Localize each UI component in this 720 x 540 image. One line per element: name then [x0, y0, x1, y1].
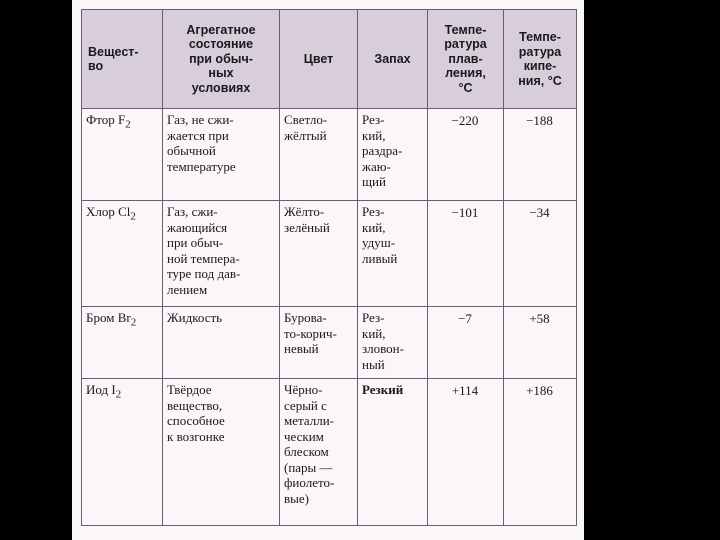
formula-subscript: 2	[125, 118, 131, 131]
cell-substance	[82, 201, 163, 307]
cell-substance	[82, 307, 163, 379]
cell-smell: Рез- кий, раздра- жаю- щий	[358, 109, 428, 201]
cell-boiling: −34	[504, 201, 577, 307]
header-state: Агрегатное состояние при обыч- ных условиях	[163, 10, 280, 109]
cell-substance	[82, 379, 163, 526]
table-row	[82, 201, 577, 307]
substance-name: Хлор Cl	[86, 204, 131, 219]
header-substance: Вещест- во	[82, 10, 163, 109]
cell-melting: +114	[428, 379, 504, 526]
cell-smell: Рез- кий, удуш- ливый	[358, 201, 428, 307]
cell-boiling: −188	[504, 109, 577, 201]
header-smell: Запах	[358, 10, 428, 109]
table-header	[82, 10, 577, 109]
cell-state: Газ, не сжи- жается при обычной температуре	[163, 109, 280, 201]
cell-color: Чёрно- серый с металли- ческим блеском (пары — фиолето- вые)	[280, 379, 358, 526]
cell-melting: −101	[428, 201, 504, 307]
table-row	[82, 307, 577, 379]
cell-smell: Рез- кий, зловон- ный	[358, 307, 428, 379]
cell-state: Твёрдое вещество, способное к возгонке	[163, 379, 280, 526]
cell-substance	[82, 109, 163, 201]
halogens-table	[81, 9, 577, 526]
substance-name: Бром Br	[86, 310, 131, 325]
formula-subscript: 2	[130, 210, 136, 223]
table-row	[82, 109, 577, 201]
substance-name: Иод I	[86, 382, 116, 397]
cell-color: Жёлто- зелёный	[280, 201, 358, 307]
header-melting: Темпе- ратура плав- ления, °С	[428, 10, 504, 109]
cell-melting: −7	[428, 307, 504, 379]
formula-subscript: 2	[115, 388, 122, 401]
textbook-page	[72, 0, 584, 540]
cell-smell: Резкий	[358, 379, 428, 526]
cell-boiling: +186	[504, 379, 577, 526]
header-color: Цвет	[280, 10, 358, 109]
formula-subscript: 2	[130, 316, 137, 329]
cell-melting: −220	[428, 109, 504, 201]
cell-boiling: +58	[504, 307, 577, 379]
substance-name: Фтор F	[86, 112, 126, 127]
header-boiling: Темпе- ратура кипе- ния, °С	[504, 10, 577, 109]
cell-color: Светло- жёлтый	[280, 109, 358, 201]
header-row	[82, 10, 577, 109]
cell-color: Бурова- то-корич- невый	[280, 307, 358, 379]
table-row	[82, 379, 577, 526]
cell-state: Жидкость	[163, 307, 280, 379]
cell-state: Газ, сжи- жающийся при обыч- ной темпера- туре под дав- лением	[163, 201, 280, 307]
